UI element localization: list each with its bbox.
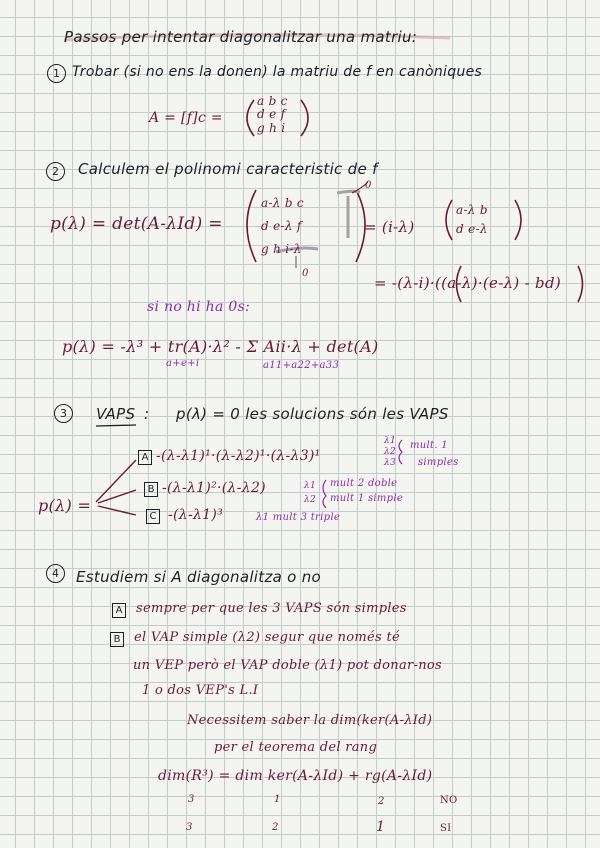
zero-mark-bottom: 0 <box>302 268 309 279</box>
table-cell: 3 <box>186 822 193 833</box>
table-cell: 2 <box>378 796 385 807</box>
table-cell: 3 <box>188 794 195 805</box>
vaps-colon: : <box>144 405 150 423</box>
note-b-lambda-1: λ1 <box>304 481 317 491</box>
matrix-a-lhs: A = [f]c = <box>149 110 223 126</box>
item-b-line-1: el VAP simple (λ2) segur que només té <box>134 630 400 645</box>
need-kernel-text: Necessitem saber la dim(ker(A-λId) <box>187 713 433 728</box>
det-row-1: a-λ b c <box>261 196 304 210</box>
char-poly-lhs: p(λ) = det(A-λId) = <box>50 214 223 234</box>
case-a-box: A <box>138 450 152 465</box>
step-1-number: 1 <box>47 64 66 83</box>
note-b-double: mult 2 doble <box>330 478 398 489</box>
matrix-a-row-3: g h i <box>257 121 286 135</box>
minor-row-2: d e-λ <box>456 222 488 236</box>
det-row-3: g h i-λ <box>261 242 302 256</box>
case-b-expr: -(λ-λ1)²·(λ-λ2) <box>162 480 266 496</box>
matrix-a-row-1: a b c <box>257 94 288 108</box>
branch-poly-lhs: p(λ) = <box>38 496 92 515</box>
step-4-number: 4 <box>46 564 65 583</box>
zero-mark-top: 0 <box>365 180 372 191</box>
item-b-box: B <box>110 632 124 647</box>
step-1-text: Trobar (si no ens la donen) la matriu de f en canòniques <box>72 64 483 80</box>
step-2-text: Calculem el polinomi caracteristic de f <box>78 160 378 178</box>
item-a-box: A <box>112 603 126 618</box>
note-b-lambda-2: λ2 <box>304 495 317 505</box>
rank-theorem-text: per el teorema del rang <box>214 740 378 755</box>
note-a-simples: simples <box>418 457 459 468</box>
principal-minors-note: a11+a22+a33 <box>263 360 340 371</box>
item-b-line-2: un VEP però el VAP doble (λ1) pot donar-nos <box>133 658 442 673</box>
step-4-text: Estudiem si A diagonalitza o no <box>76 568 322 586</box>
note-a-lambda-2: λ2 <box>384 447 397 457</box>
item-b-line-3: 1 o dos VEP's L.I <box>142 683 259 698</box>
vaps-heading: VAPS <box>96 405 136 423</box>
table-cell-answer: SI <box>440 823 452 834</box>
step-3-number: 3 <box>54 404 73 423</box>
minor-row-1: a-λ b <box>456 203 488 217</box>
table-cell-answer: NO <box>440 795 458 806</box>
cofactor-expansion: = (i-λ) <box>364 218 415 236</box>
step-3-text: p(λ) = 0 les solucions són les VAPS <box>176 405 449 423</box>
case-b-box: B <box>144 482 158 497</box>
item-a-text: sempre per que les 3 VAPS són simples <box>136 601 407 616</box>
note-c-triple: λ1 mult 3 triple <box>256 512 341 523</box>
page-title: Passos per intentar diagonalitzar una matriu: <box>64 28 418 46</box>
table-cell: 2 <box>272 822 279 833</box>
note-a-lambda-3: λ3 <box>384 458 397 468</box>
matrix-a-row-2: d e f <box>257 107 286 121</box>
step-2-number: 2 <box>46 162 65 181</box>
rank-equation: dim(R³) = dim ker(A-λId) + rg(A-λId) <box>158 768 433 784</box>
no-zeros-note: si no hi ha 0s: <box>147 299 251 315</box>
case-c-expr: -(λ-λ1)³ <box>168 507 224 523</box>
det-row-2: d e-λ f <box>261 219 302 233</box>
case-c-box: C <box>146 509 160 524</box>
char-poly-factored: = -(λ-i)·((a-λ)·(e-λ) - bd) <box>374 274 562 292</box>
table-cell: 1 <box>376 819 386 835</box>
note-b-simple: mult 1 simple <box>330 493 404 504</box>
note-a-mult: mult. 1 <box>410 440 448 451</box>
case-a-expr: -(λ-λ1)¹·(λ-λ2)¹·(λ-λ3)¹ <box>156 448 321 464</box>
note-a-lambda-1: λ1 <box>384 436 397 446</box>
table-cell: 1 <box>274 794 281 805</box>
trace-note: a+e+i <box>166 358 200 369</box>
char-poly-general: p(λ) = -λ³ + tr(A)·λ² - Σ Aii·λ + det(A) <box>62 337 379 356</box>
